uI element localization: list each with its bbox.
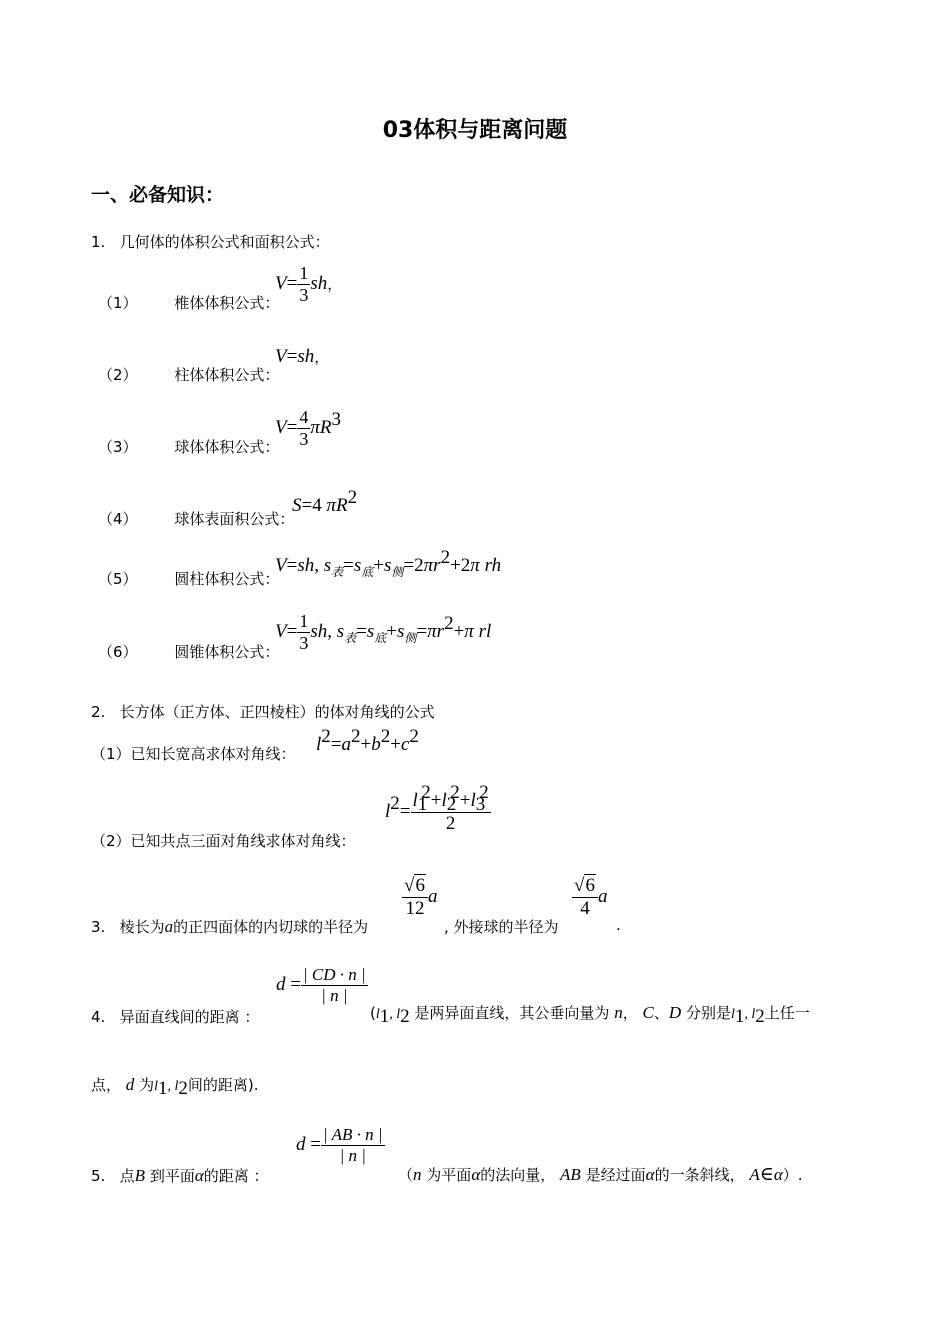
- var-a: a: [164, 917, 174, 936]
- item-3: [91, 916, 368, 937]
- item-number: 3.: [91, 918, 106, 936]
- item-5-tail: [398, 1163, 803, 1186]
- formula-4-label: [98, 508, 294, 529]
- item-text: 几何体的体积公式和面积公式：: [119, 233, 330, 251]
- item-text: 的一条斜线，: [654, 1166, 745, 1184]
- item-2-sub1: （1）已知长宽高求体对角线：: [91, 745, 296, 763]
- formula-label: 柱体体积公式：: [174, 366, 280, 384]
- item-1: [91, 231, 330, 252]
- skew-distance-formula: d = $\frac{| CD \cdot n |}{| n |}$: [276, 965, 366, 1005]
- formula-label: 圆柱体积公式：: [174, 570, 280, 588]
- formula-label: 椎体体积公式：: [174, 294, 280, 312]
- formula-5-label: [98, 568, 279, 589]
- formula-index: （5）: [98, 570, 138, 588]
- item-4-line2: [91, 1074, 259, 1099]
- item-text: 的法向量，: [480, 1166, 556, 1184]
- item-text: 为平面: [426, 1166, 472, 1184]
- item-number: 1.: [91, 233, 106, 251]
- formula-tail: ，: [327, 275, 343, 294]
- diagonal-formula-1: $l^2=a^2+b^2+c^2$: [316, 726, 419, 755]
- item-text: 分别是: [685, 1004, 731, 1022]
- item-text: 长方体（正方体、正四棱柱）的体对角线的公式: [119, 703, 435, 721]
- item-number: 2.: [91, 703, 106, 721]
- formula-tail: ，: [314, 348, 330, 366]
- var-l1-l2: $l_1$, $l_2$: [375, 1006, 410, 1027]
- formula-index: （3）: [98, 438, 138, 456]
- a-in-alpha: A∈α: [749, 1164, 783, 1185]
- formula-label: 球体表面积公式：: [174, 510, 295, 528]
- var-n: n: [614, 1003, 623, 1022]
- var-n: n: [413, 1165, 422, 1184]
- cylinder-formula: V=sh, $s_表=s_底+s_侧=2\pi r^2+2\pi$ rh: [275, 547, 502, 579]
- item-3-mid2: , 外接球的半径为: [444, 918, 559, 936]
- prism-volume-formula: V=sh，: [275, 346, 330, 367]
- formula-6-label: [98, 641, 279, 662]
- item-text: 为: [139, 1076, 155, 1094]
- formula-index: （6）: [98, 643, 138, 661]
- formula-index: （1）: [98, 294, 138, 312]
- formula-2-label: [98, 364, 279, 385]
- formula-index: （2）: [98, 366, 138, 384]
- var-alpha: α: [645, 1165, 655, 1184]
- section-heading: 一、必备知识：: [91, 184, 225, 206]
- item-text: 棱长为: [119, 918, 165, 936]
- item-text: 是两异面直线，其公垂向量为: [414, 1004, 610, 1022]
- item-text: ）.: [782, 1166, 803, 1184]
- var-l1-l2: $l_1$, $l_2$: [154, 1078, 188, 1099]
- item-text: 上任一: [764, 1004, 810, 1022]
- item-text: 的距离 ：: [203, 1167, 269, 1185]
- sphere-volume-formula: V= $\frac{4}{3}$ $\pi R^3$: [275, 407, 341, 449]
- item-text: 点，: [91, 1076, 122, 1094]
- var-c: C: [642, 1003, 654, 1022]
- item-4: [91, 1006, 259, 1027]
- item-text: 点: [119, 1167, 135, 1185]
- sphere-area-formula: S=4 $\pi R^2$: [292, 487, 358, 516]
- formula-label: 球体体积公式：: [174, 438, 280, 456]
- item-text: 到平面: [149, 1167, 195, 1185]
- item-2-sub2: （2）已知共点三面对角线求体对角线：: [91, 832, 356, 850]
- item-text: 、: [653, 1004, 669, 1022]
- item-text: 是经过面: [585, 1166, 646, 1184]
- item-text: 的正四面体的内切球的半径为: [173, 918, 369, 936]
- inradius-formula: $\frac{√6}{12}$ a: [404, 875, 438, 919]
- item-number: 4.: [91, 1008, 106, 1026]
- cone-formula: V= $\frac{1}{3}$ sh, $s_表=s_底+s_侧=\pi r^2+\pi$ rl: [275, 611, 492, 653]
- page-title: 03体积与距离问题: [382, 118, 568, 143]
- item-text: 间的距离).: [187, 1076, 259, 1094]
- formula-label: 圆锥体积公式：: [174, 643, 280, 661]
- item-text: ，: [622, 1004, 638, 1022]
- item-3-end: .: [616, 916, 621, 934]
- formula-3-label: [98, 436, 279, 457]
- formula-index: （4）: [98, 510, 138, 528]
- circumradius-formula: $\frac{√6}{4}$ a: [574, 875, 608, 919]
- var-d: D: [668, 1003, 682, 1022]
- item-2: [91, 701, 435, 722]
- cone-volume-formula: V= $\frac{1}{3}$ sh，: [275, 263, 343, 305]
- diagonal-formula-2: $l^2=$ $\frac{l_1^2+l_2^2+l_3^2}{2}$: [385, 782, 489, 834]
- var-alpha: α: [194, 1166, 204, 1185]
- item-text: 异面直线间的距离 ：: [119, 1008, 260, 1026]
- point-plane-distance-formula: d = $\frac{| AB \cdot n |}{| n |}$: [296, 1125, 383, 1165]
- paren: （: [398, 1166, 414, 1184]
- var-l1-l2: $l_1$, $l_2$: [730, 1006, 765, 1027]
- var-d-small: d: [125, 1075, 135, 1094]
- item-4-line1: [370, 1002, 810, 1027]
- item-number: 5.: [91, 1167, 106, 1185]
- var-alpha: α: [471, 1165, 481, 1184]
- formula-1-label: [98, 292, 279, 313]
- item-5: [91, 1165, 269, 1186]
- paren: (: [370, 1004, 376, 1022]
- var-ab: AB: [560, 1165, 581, 1184]
- var-b: B: [134, 1166, 146, 1185]
